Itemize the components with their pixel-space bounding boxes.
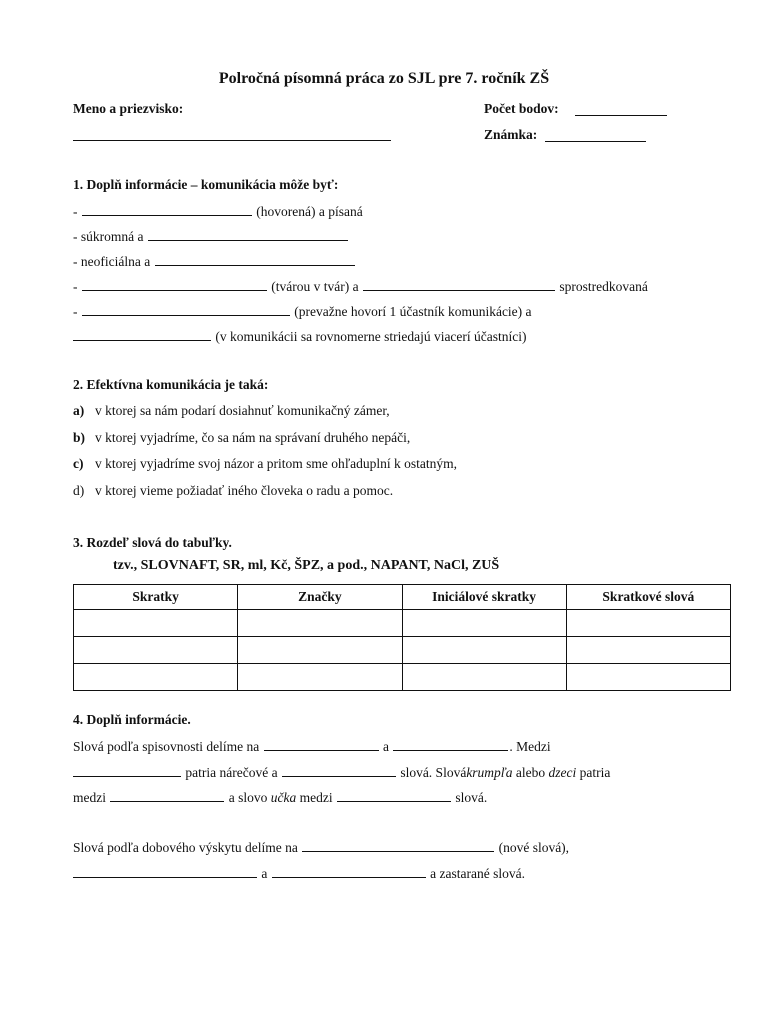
q2-option-d-label: d) <box>73 483 85 498</box>
q1-line-1 <box>73 202 363 220</box>
table-cell[interactable] <box>74 664 238 691</box>
table-row <box>74 637 731 664</box>
table-cell[interactable] <box>238 637 402 664</box>
q4-line-4 <box>73 838 569 856</box>
q1-line-2 <box>73 227 349 245</box>
q1-blank-4[interactable] <box>82 277 267 291</box>
table-cell[interactable] <box>566 664 730 691</box>
q4-line-2 <box>73 763 610 781</box>
grade-line[interactable] <box>545 141 646 142</box>
q2-option-c-label: c) <box>73 456 84 471</box>
q4-text: slová. <box>455 790 488 805</box>
q4-line-3 <box>73 788 487 806</box>
q4-blank-4[interactable] <box>282 763 396 777</box>
q1-line-4-prefix: - <box>73 279 78 294</box>
q2-option-c-text: v ktorej vyjadríme svoj názor a pritom sme ohľaduplní k ostatným, <box>95 456 458 471</box>
q2-option-b-label: b) <box>73 430 86 445</box>
q4-example-word: krumpľa <box>466 765 513 780</box>
table-cell[interactable] <box>238 610 402 637</box>
q2-option-d-text: v ktorej vieme požiadať iného človeka o radu a pomoc. <box>95 483 394 498</box>
q4-text: patria <box>579 765 611 780</box>
q1-line-4 <box>73 277 648 295</box>
q4-blank-3[interactable] <box>73 763 181 777</box>
q1-line-1-suffix: (hovorená) a písaná <box>256 204 363 219</box>
table-cell[interactable] <box>402 610 566 637</box>
q4-blank-1[interactable] <box>264 737 379 751</box>
q1-line-5-prefix: - <box>73 304 78 319</box>
q4-blank-7[interactable] <box>302 838 494 852</box>
q4-text: a slovo <box>228 790 268 805</box>
q1-line-4-mid: (tvárou v tvár) a <box>271 279 359 294</box>
q4-text: alebo <box>515 765 546 780</box>
q4-text: Slová podľa spisovnosti delíme na <box>73 739 260 754</box>
q4-heading: 4. Doplň informácie. <box>73 712 191 727</box>
q1-blank-3[interactable] <box>155 252 355 266</box>
q1-line-6 <box>73 327 527 345</box>
q4-text: Slová podľa dobového výskytu delíme na <box>73 840 298 855</box>
q1-blank-7[interactable] <box>73 327 211 341</box>
q4-text: medzi <box>73 790 106 805</box>
q1-blank-1[interactable] <box>82 202 252 216</box>
q4-line-1 <box>73 737 551 755</box>
q4-example-word: dzeci <box>548 765 577 780</box>
q1-line-1-prefix: - <box>73 204 78 219</box>
q1-line-4-suffix: sprostredkovaná <box>559 279 648 294</box>
q4-text: slová. Slová <box>400 765 467 780</box>
table-cell[interactable] <box>566 637 730 664</box>
q2-option-a-label: a) <box>73 403 85 418</box>
col-header-znacky: Značky <box>238 585 402 610</box>
points-line[interactable] <box>575 115 667 116</box>
page-title: Polročná písomná práca zo SJL pre 7. ročník ZŠ <box>218 70 550 87</box>
q3-heading: 3. Rozdeľ slová do tabuľky. <box>73 535 232 550</box>
q4-text: (nové slová), <box>498 840 570 855</box>
table-row <box>74 610 731 637</box>
col-header-inicialove-skratky: Iniciálové skratky <box>402 585 566 610</box>
q4-text: . Medzi <box>509 739 551 754</box>
q1-line-5 <box>73 302 532 320</box>
q1-line-3 <box>73 252 356 270</box>
table-cell[interactable] <box>402 637 566 664</box>
q1-line-6-suffix: (v komunikácii sa rovnomerne striedajú viacerí účastníci) <box>215 329 527 344</box>
q2-option-a[interactable] <box>73 403 390 419</box>
q4-blank-8[interactable] <box>73 864 257 878</box>
table-cell[interactable] <box>566 610 730 637</box>
table-cell[interactable] <box>74 610 238 637</box>
col-header-skratkove-slova: Skratkové slová <box>566 585 730 610</box>
col-header-skratky: Skratky <box>74 585 238 610</box>
table-row <box>74 664 731 691</box>
q2-heading: 2. Efektívna komunikácia je taká: <box>73 377 269 392</box>
name-label: Meno a priezvisko: <box>73 101 184 116</box>
q1-blank-5[interactable] <box>363 277 555 291</box>
q1-line-5-suffix: (prevažne hovorí 1 účastník komunikácie) a <box>294 304 532 319</box>
table-header-row <box>74 585 731 610</box>
grade-label: Známka: <box>484 127 538 142</box>
q4-text: a <box>261 866 268 881</box>
table-cell[interactable] <box>74 637 238 664</box>
q2-option-b[interactable] <box>73 430 410 446</box>
table-cell[interactable] <box>402 664 566 691</box>
q2-option-d[interactable] <box>73 483 393 499</box>
q4-blank-9[interactable] <box>272 864 426 878</box>
q2-option-a-text: v ktorej sa nám podarí dosiahnuť komunikačný zámer, <box>95 403 390 418</box>
q4-text: a <box>382 739 389 754</box>
q2-option-c[interactable] <box>73 456 457 472</box>
q4-text: patria nárečové a <box>185 765 278 780</box>
q1-blank-6[interactable] <box>82 302 290 316</box>
q1-blank-2[interactable] <box>148 227 348 241</box>
q4-line-5 <box>73 864 525 882</box>
name-line[interactable] <box>73 140 391 141</box>
q1-line-3-prefix: - neoficiálna a <box>73 254 151 269</box>
q3-table <box>73 584 731 691</box>
q4-blank-5[interactable] <box>110 788 224 802</box>
q4-text: medzi <box>299 790 333 805</box>
q3-word-list: tzv., SLOVNAFT, SR, ml, Kč, ŠPZ, a pod., NAPANT, NaCl, ZUŠ <box>113 558 500 573</box>
q4-text: a zastarané slová. <box>430 866 525 881</box>
q1-line-2-prefix: - súkromná a <box>73 229 144 244</box>
q4-blank-6[interactable] <box>337 788 451 802</box>
table-cell[interactable] <box>238 664 402 691</box>
q1-heading: 1. Doplň informácie – komunikácia môže byť: <box>73 177 339 192</box>
q4-blank-2[interactable] <box>393 737 508 751</box>
points-label: Počet bodov: <box>484 101 559 116</box>
q2-option-b-text: v ktorej vyjadríme, čo sa nám na správaní druhého nepáči, <box>95 430 411 445</box>
q4-example-word: učka <box>270 790 297 805</box>
